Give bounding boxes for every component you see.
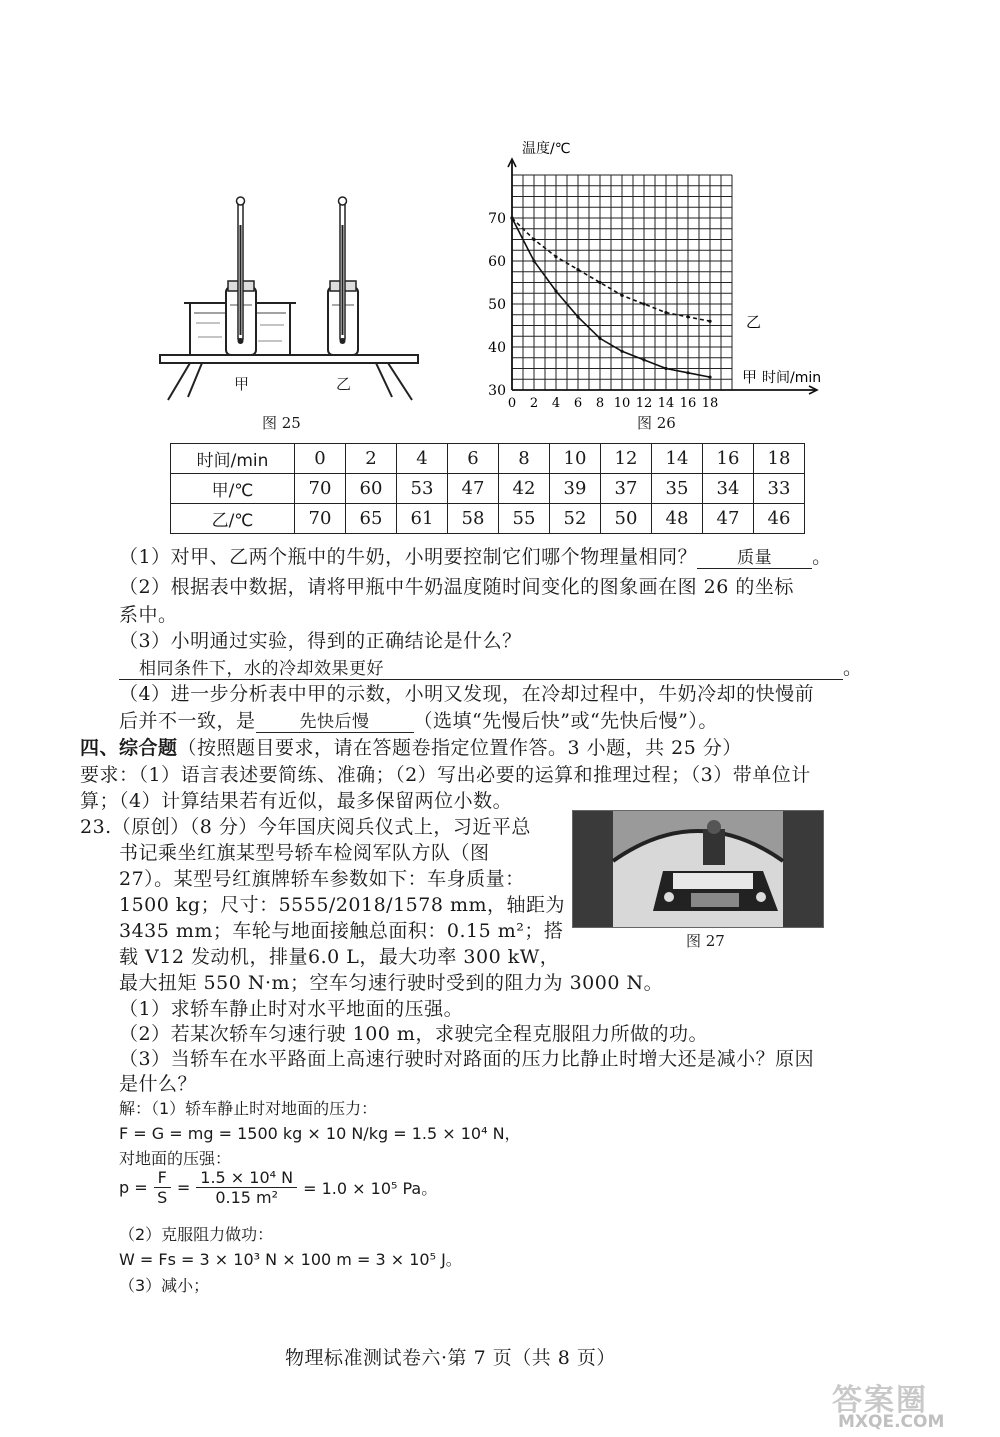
- table-cell: 48: [652, 504, 703, 534]
- x-tick-label: 18: [701, 396, 719, 411]
- series-a-label: 甲: [742, 368, 758, 386]
- table-cell: 33: [754, 474, 805, 504]
- table-cell: 35: [652, 474, 703, 504]
- solution-line5: （2）克服阻力做功：: [119, 1225, 274, 1244]
- q3-end: 。: [843, 657, 863, 679]
- solution-pressure-formula: [119, 1168, 437, 1207]
- y-tick-label: 60: [488, 254, 506, 270]
- solution-line3: 对地面的压强：: [119, 1149, 232, 1168]
- table-cell: 0: [295, 444, 346, 474]
- x-tick-label: 0: [507, 396, 517, 411]
- section4-heading: [80, 733, 742, 760]
- data-point: [686, 371, 689, 374]
- requirements-line1: 要求：（1）语言表述要简练、准确；（2）写出必要的运算和推理过程；（3）带单位计: [80, 764, 811, 786]
- table-row-label: 时间/min: [171, 444, 295, 474]
- data-point: [554, 255, 557, 258]
- x-tick-label: 2: [529, 396, 539, 411]
- fraction2-numerator: 1.5 × 10⁴ N: [196, 1168, 297, 1188]
- q3-answer-line: [119, 653, 863, 680]
- x-axis-label: 时间/min: [762, 370, 822, 386]
- y-tick-label: 30: [488, 383, 506, 399]
- formula-p: p =: [119, 1178, 148, 1197]
- q23-line3: 27）。某型号红旗牌轿车参数如下：车身质量：: [119, 868, 525, 890]
- watermark-url: MXQE.COM: [838, 1412, 945, 1432]
- table-cell: 47: [448, 474, 499, 504]
- table-cell: 42: [499, 474, 550, 504]
- solution-line1: 解：（1）轿车静止时对地面的压力：: [119, 1099, 378, 1118]
- table-cell: 2: [346, 444, 397, 474]
- q2-line2: 系中。: [119, 604, 178, 626]
- table-cell: 53: [397, 474, 448, 504]
- page-footer: 物理标准测试卷六·第 7 页（共 8 页）: [285, 1347, 616, 1369]
- figure-26-chart: [480, 125, 830, 430]
- q23-line6: 载 V12 发动机，排量6.0 L，最大功率 300 kW，: [119, 946, 560, 968]
- x-tick-label: 16: [679, 396, 697, 411]
- fig25-label-a: 甲: [234, 375, 250, 393]
- table-cell: 37: [601, 474, 652, 504]
- data-point: [708, 320, 711, 323]
- apparatus-illustration: [150, 185, 430, 405]
- table-cell: 58: [448, 504, 499, 534]
- x-tick-label: 14: [657, 396, 675, 411]
- data-point: [554, 290, 557, 293]
- table-cell: 8: [499, 444, 550, 474]
- table-cell: 46: [754, 504, 805, 534]
- table-cell: 34: [703, 474, 754, 504]
- q4-line1: （4）进一步分析表中甲的示数，小明又发现，在冷却过程中，牛奶冷却的快慢前: [119, 683, 815, 705]
- data-point: [642, 358, 645, 361]
- q1-text: （1）对甲、乙两个瓶中的牛奶，小明要控制它们哪个物理量相同？: [119, 546, 698, 568]
- data-point: [532, 238, 535, 241]
- x-tick-label: 6: [573, 396, 583, 411]
- table-cell: 70: [295, 504, 346, 534]
- solution-line7: （3）减小；: [119, 1276, 210, 1295]
- data-point: [532, 259, 535, 262]
- requirements-line2: 算；（4）计算结果若有近似，最多保留两位小数。: [80, 790, 513, 812]
- table-cell: 14: [652, 444, 703, 474]
- table-cell: 60: [346, 474, 397, 504]
- data-point: [708, 376, 711, 379]
- solution-line6: W = Fs = 3 × 10³ N × 100 m = 3 × 10⁵ J。: [119, 1250, 462, 1269]
- data-point: [598, 281, 601, 284]
- data-point: [686, 315, 689, 318]
- table-cell: 65: [346, 504, 397, 534]
- data-point: [576, 315, 579, 318]
- q23-sub1: （1）求轿车静止时对水平地面的压强。: [119, 998, 464, 1020]
- q3-text: （3）小明通过实验，得到的正确结论是什么？: [119, 630, 522, 652]
- fraction-f-over-s: [154, 1168, 171, 1207]
- q23-sub3-line1: （3）当轿车在水平路面上高速行驶时对路面的压力比静止时增大还是减小？原因: [119, 1048, 815, 1070]
- data-point: [598, 337, 601, 340]
- table-cell: 61: [397, 504, 448, 534]
- q4-line2: [119, 706, 718, 733]
- x-tick-label: 8: [595, 396, 605, 411]
- fraction-values: [196, 1168, 297, 1207]
- q23-line5: 3435 mm；车轮与地面接触总面积：0.15 m²；搭: [119, 920, 564, 942]
- q1: [119, 542, 832, 569]
- table-cell: 70: [295, 474, 346, 504]
- data-point: [510, 216, 513, 219]
- y-tick-label: 50: [488, 297, 506, 313]
- q1-end: 。: [812, 546, 832, 568]
- q1-answer: 质量: [697, 543, 812, 569]
- table-cell: 18: [754, 444, 805, 474]
- table-row: [171, 504, 805, 534]
- data-point: [620, 294, 623, 297]
- fig26-caption: 图 26: [637, 414, 676, 432]
- y-tick-label: 40: [488, 340, 506, 356]
- table-row: [171, 474, 805, 504]
- q23-line1: 23.（原创）（8 分）今年国庆阅兵仪式上，习近平总: [80, 816, 531, 838]
- table-cell: 4: [397, 444, 448, 474]
- formula-result: = 1.0 × 10⁵ Pa。: [303, 1179, 438, 1198]
- x-tick-label: 12: [635, 396, 653, 411]
- formula-equals: =: [176, 1178, 191, 1197]
- solution-line2: F = G = mg = 1500 kg × 10 N/kg = 1.5 × 10⁴ N，: [119, 1124, 521, 1143]
- fraction1-numerator: F: [154, 1168, 171, 1188]
- q4-answer: 先快后慢: [256, 707, 414, 733]
- y-tick-label: 70: [488, 211, 506, 227]
- table-cell: 10: [550, 444, 601, 474]
- data-table: [170, 443, 805, 534]
- fraction2-denominator: 0.15 m²: [215, 1188, 279, 1207]
- q23-sub2: （2）若某次轿车匀速行驶 100 m，求驶完全程克服阻力所做的功。: [119, 1023, 708, 1045]
- data-point: [620, 350, 623, 353]
- watermark-logo: 答案圈: [832, 1383, 928, 1418]
- x-tick-label: 4: [551, 396, 561, 411]
- y-axis-label: 温度/℃: [522, 141, 571, 157]
- fraction1-denominator: S: [157, 1188, 168, 1207]
- q4-prefix: 后并不一致，是: [119, 710, 256, 732]
- q23-sub3-line2: 是什么？: [119, 1073, 198, 1095]
- section4-title: 四、综合题: [80, 737, 178, 759]
- table-cell: 16: [703, 444, 754, 474]
- table-cell: 6: [448, 444, 499, 474]
- q23-line4: 1500 kg；尺寸：5555/2018/1578 mm，轴距为: [119, 894, 566, 916]
- table-cell: 55: [499, 504, 550, 534]
- data-point: [664, 367, 667, 370]
- q3-answer: 相同条件下，水的冷却效果更好: [119, 654, 843, 680]
- table-row: [171, 444, 805, 474]
- data-point: [664, 311, 667, 314]
- fig25-caption: 图 25: [262, 414, 301, 432]
- series-b-label: 乙: [746, 313, 762, 332]
- table-row-label: 甲/℃: [171, 474, 295, 504]
- section4-note: （按照题目要求，请在答题卷指定位置作答。3 小题，共 25 分）: [177, 737, 742, 759]
- q23-line2: 书记乘坐红旗某型号轿车检阅军队方队（图: [119, 842, 490, 864]
- table-cell: 52: [550, 504, 601, 534]
- table-cell: 39: [550, 474, 601, 504]
- table-cell: 12: [601, 444, 652, 474]
- car-photo-illustration: [573, 811, 823, 927]
- table-cell: 47: [703, 504, 754, 534]
- fig27-caption: 图 27: [686, 932, 725, 950]
- data-point: [576, 268, 579, 271]
- q23-line7: 最大扭矩 550 N·m；空车匀速行驶时受到的阻力为 3000 N。: [119, 972, 664, 994]
- fig25-label-b: 乙: [336, 375, 352, 393]
- figure-25: [150, 185, 430, 420]
- figure-27-photo: [572, 810, 824, 928]
- table-row-label: 乙/℃: [171, 504, 295, 534]
- q4-suffix: （选填“先慢后快”或“先快后慢”）。: [413, 710, 718, 732]
- q2-line1: （2）根据表中数据，请将甲瓶中牛奶温度随时间变化的图象画在图 26 的坐标: [119, 576, 794, 598]
- table-cell: 50: [601, 504, 652, 534]
- data-point: [642, 302, 645, 305]
- x-tick-label: 10: [613, 396, 631, 411]
